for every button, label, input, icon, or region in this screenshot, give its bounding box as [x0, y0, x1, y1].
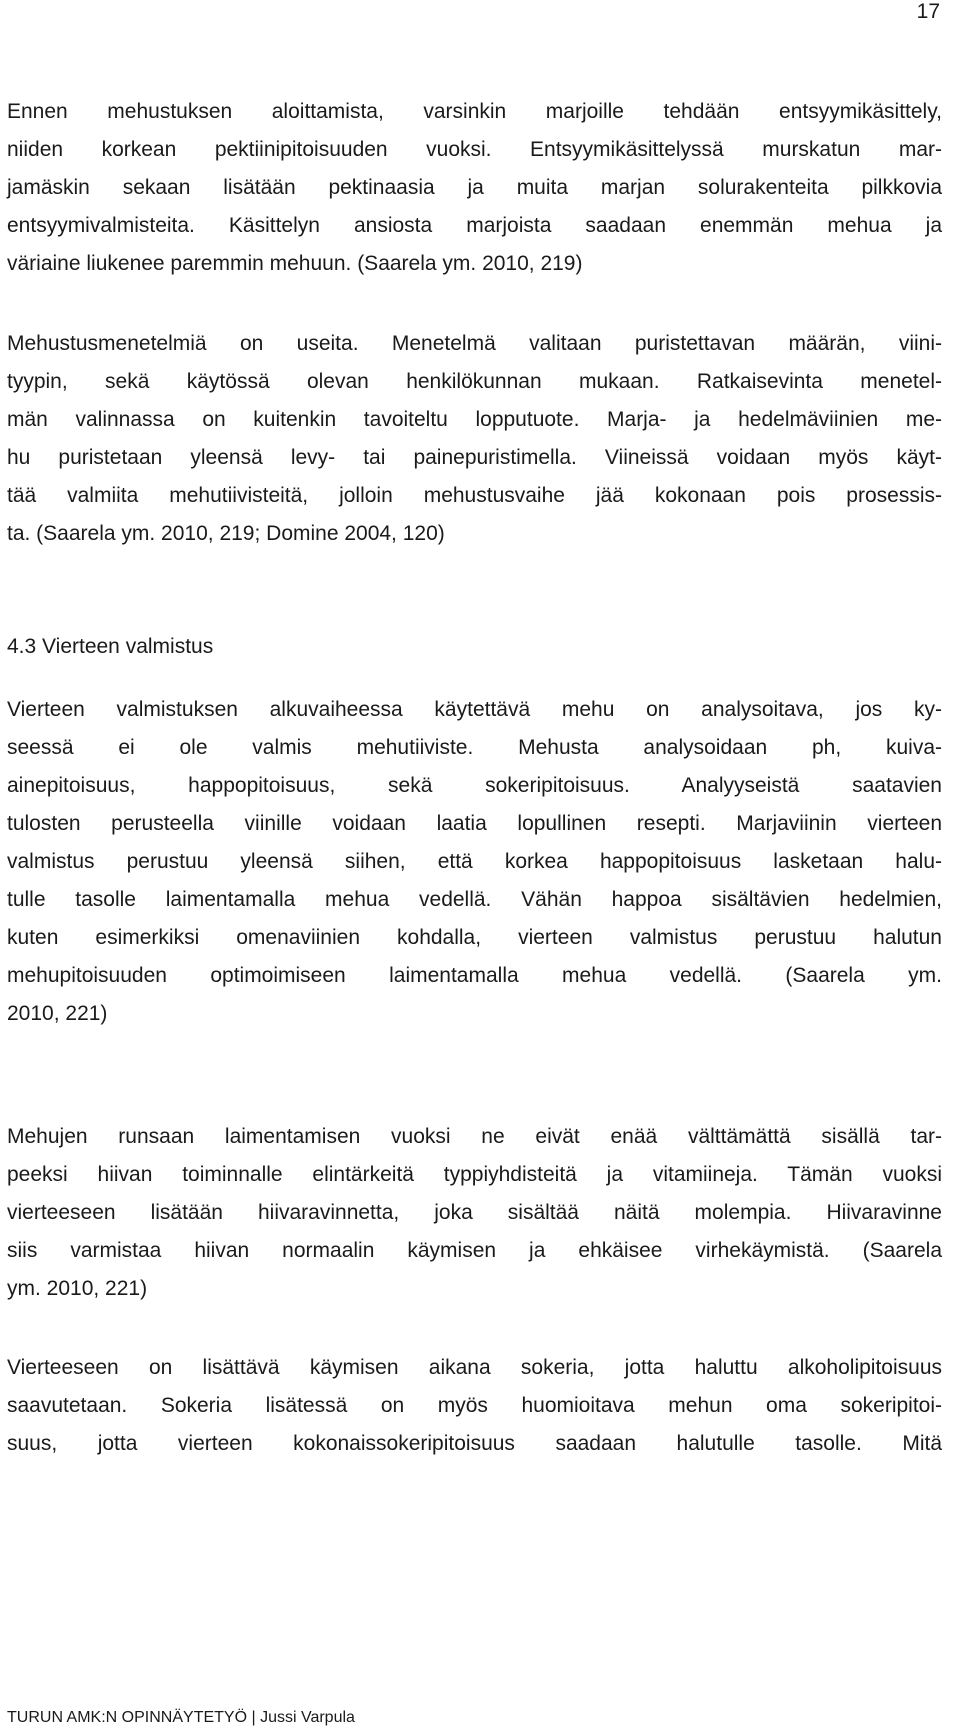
paragraph-enzyme-treatment	[7, 93, 942, 283]
text-line: tulle tasolle laimentamalla mehua vedellä. Vähän happoa sisältävien hedelmien,	[7, 888, 942, 911]
text-line: jamäskin sekaan lisätään pektinaasia ja muita marjan solurakenteita pilkkovia	[7, 176, 942, 199]
paragraph-sugar-addition	[7, 1349, 942, 1463]
text-line: seessä ei ole valmis mehutiiviste. Mehusta analysoidaan ph, kuiva-	[7, 736, 942, 759]
text-line: entsyymivalmisteita. Käsittelyn ansiosta marjoista saadaan enemmän mehua ja	[7, 214, 942, 237]
text-line: Mehujen runsaan laimentamisen vuoksi ne eivät enää välttämättä sisällä tar-	[7, 1125, 942, 1148]
text-line: vierteeseen lisätään hiivaravinnetta, joka sisältää näitä molempia. Hiivaravinne	[7, 1201, 942, 1224]
text-line: 2010, 221)	[7, 1002, 108, 1025]
text-line: peeksi hiivan toiminnalle elintärkeitä typpiyhdisteitä ja vitamiineja. Tämän vuoksi	[7, 1163, 942, 1186]
text-line: tää valmiita mehutiivisteitä, jolloin mehustusvaihe jää kokonaan pois prosessis-	[7, 484, 942, 507]
text-line: suus, jotta vierteen kokonaissokeripitoisuus saadaan halutulle tasolle. Mitä	[7, 1432, 942, 1455]
text-line: mehupitoisuuden optimoimiseen laimentamalla mehua vedellä. (Saarela ym.	[7, 964, 942, 987]
text-line: siis varmistaa hiivan normaalin käymisen ja ehkäisee virhekäymistä. (Saarela	[7, 1239, 942, 1262]
paragraph-must-analysis	[7, 691, 942, 1033]
text-line: Vierteen valmistuksen alkuvaiheessa käytettävä mehu on analysoitava, jos ky-	[7, 698, 942, 721]
text-line: väriaine liukenee paremmin mehuun. (Saarela ym. 2010, 219)	[7, 252, 583, 275]
text-line: Mehustusmenetelmiä on useita. Menetelmä valitaan puristettavan määrän, viini-	[7, 332, 942, 355]
text-line: män valinnassa on kuitenkin tavoiteltu lopputuote. Marja- ja hedelmäviinien me-	[7, 408, 942, 431]
text-line: hu puristetaan yleensä levy- tai painepuristimella. Viineissä voidaan myös käyt-	[7, 446, 942, 469]
text-line: tulosten perusteella viinille voidaan laatia lopullinen resepti. Marjaviinin vierteen	[7, 812, 942, 835]
text-line: ainepitoisuus, happopitoisuus, sekä sokeripitoisuus. Analyyseistä saatavien	[7, 774, 942, 797]
text-line: ym. 2010, 221)	[7, 1277, 148, 1300]
page-footer: TURUN AMK:N OPINNÄYTETYÖ | Jussi Varpula	[7, 1709, 355, 1726]
text-line: tyypin, sekä käytössä olevan henkilökunnan mukaan. Ratkaisevinta menetel-	[7, 370, 942, 393]
text-line: Vierteeseen on lisättävä käymisen aikana sokeria, jotta haluttu alkoholipitoisuus	[7, 1356, 942, 1379]
text-line: ta. (Saarela ym. 2010, 219; Domine 2004, 120)	[7, 522, 445, 545]
text-line: kuten esimerkiksi omenaviinien kohdalla, vierteen valmistus perustuu halutun	[7, 926, 942, 949]
text-line: niiden korkean pektiinipitoisuuden vuoksi. Entsyymikäsittelyssä murskatun mar-	[7, 138, 942, 161]
text-line: Ennen mehustuksen aloittamista, varsinkin marjoille tehdään entsyymikäsittely,	[7, 100, 942, 123]
text-line: saavutetaan. Sokeria lisätessä on myös huomioitava mehun oma sokeripitoi-	[7, 1394, 942, 1417]
page-number: 17	[916, 0, 940, 23]
text-line: valmistus perustuu yleensä siihen, että korkea happopitoisuus lasketaan halu-	[7, 850, 942, 873]
paragraph-juicing-methods	[7, 325, 942, 553]
paragraph-yeast-nutrient	[7, 1118, 942, 1308]
section-heading: 4.3 Vierteen valmistus	[7, 635, 214, 658]
